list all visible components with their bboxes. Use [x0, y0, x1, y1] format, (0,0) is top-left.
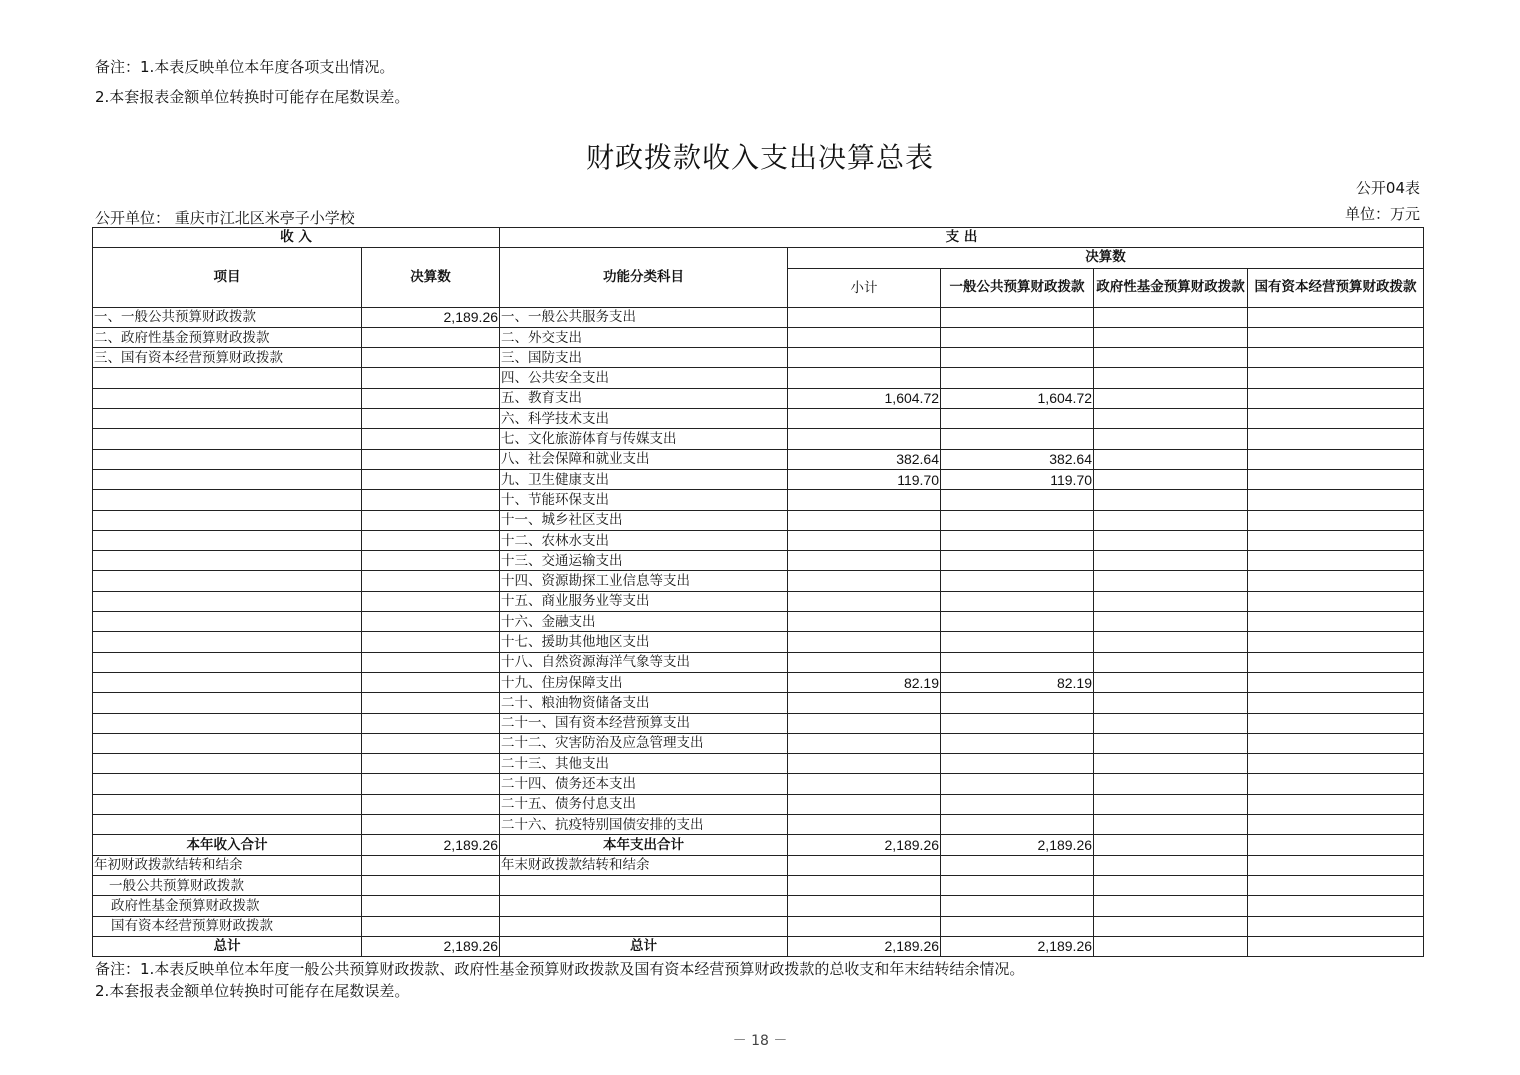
income-amount [362, 348, 500, 368]
balance-row [93, 916, 1424, 936]
expense-item: 十五、商业服务业等支出 [500, 591, 788, 611]
general-budget-amount [941, 652, 1094, 672]
income-item [93, 754, 362, 774]
expense-subtotal [788, 510, 941, 530]
bottom-note-line1: 备注：1.本表反映单位本年度一般公共预算财政拨款、政府性基金预算财政拨款及国有资本经营预算财政拨款的总收支和年末结转结余情况。 [95, 960, 1025, 978]
income-amount [362, 490, 500, 510]
gov-fund-amount [1094, 551, 1248, 571]
general-budget-amount [941, 530, 1094, 550]
income-item [93, 490, 362, 510]
grand-total-row [93, 936, 1424, 956]
table-row [93, 409, 1424, 429]
expense-subtotal [788, 794, 941, 814]
expense-subtotal [788, 571, 941, 591]
gov-fund-amount [1094, 612, 1248, 632]
income-item [93, 449, 362, 469]
table-row [93, 327, 1424, 347]
state-capital-amount [1248, 368, 1424, 388]
expense-item: 十三、交通运输支出 [500, 551, 788, 571]
state-capital-amount [1248, 510, 1424, 530]
gov-fund-amount [1094, 469, 1248, 489]
bottom-note-line2: 2.本套报表金额单位转换时可能存在尾数误差。 [95, 982, 410, 1000]
gov-fund-amount [1094, 733, 1248, 753]
gov-fund-amount [1094, 815, 1248, 835]
gov-fund-amount [1094, 875, 1248, 895]
expense-item: 二、外交支出 [500, 327, 788, 347]
expense-subtotal [788, 307, 941, 327]
expense-item [500, 896, 788, 916]
expense-item: 九、卫生健康支出 [500, 469, 788, 489]
expense-subtotal [788, 490, 941, 510]
table-row [93, 449, 1424, 469]
income-amount [362, 429, 500, 449]
state-capital-amount [1248, 490, 1424, 510]
general-budget-amount [941, 591, 1094, 611]
income-amount [362, 713, 500, 733]
state-capital-amount [1248, 693, 1424, 713]
income-item [93, 510, 362, 530]
state-capital-amount [1248, 307, 1424, 327]
gov-fund-amount [1094, 388, 1248, 408]
income-item: 三、国有资本经营预算财政拨款 [93, 348, 362, 368]
table-row [93, 368, 1424, 388]
income-amount [362, 388, 500, 408]
expense-subtotal: 119.70 [788, 469, 941, 489]
income-amount [362, 794, 500, 814]
table-row [93, 469, 1424, 489]
reporting-unit: 公开单位： 重庆市江北区米亭子小学校 [95, 209, 355, 227]
header-row-2 [93, 248, 1424, 268]
income-amount [362, 896, 500, 916]
gov-fund-amount [1094, 327, 1248, 347]
income-item: 年初财政拨款结转和结余 [93, 855, 362, 875]
income-amount [362, 469, 500, 489]
income-item: 二、政府性基金预算财政拨款 [93, 327, 362, 347]
state-capital-amount [1248, 672, 1424, 692]
table-row [93, 571, 1424, 591]
expense-item: 十一、城乡社区支出 [500, 510, 788, 530]
state-capital-amount [1248, 409, 1424, 429]
gov-fund-amount [1094, 835, 1248, 855]
state-capital-amount [1248, 571, 1424, 591]
income-item [93, 672, 362, 692]
gov-fund-amount [1094, 368, 1248, 388]
expense-item [500, 916, 788, 936]
amount-header: 决算数 [362, 248, 500, 307]
income-item: 一般公共预算财政拨款 [93, 875, 362, 895]
func-class-header: 功能分类科目 [500, 248, 788, 307]
general-budget-amount [941, 774, 1094, 794]
gov-fund-amount [1094, 307, 1248, 327]
income-amount [362, 551, 500, 571]
state-capital-amount [1248, 530, 1424, 550]
general-budget-amount [941, 307, 1094, 327]
gov-fund-amount [1094, 652, 1248, 672]
expense-item: 二十、粮油物资储备支出 [500, 693, 788, 713]
expense-subtotal [788, 368, 941, 388]
gov-fund-amount [1094, 693, 1248, 713]
income-amount [362, 449, 500, 469]
top-note-line2: 2.本套报表金额单位转换时可能存在尾数误差。 [95, 88, 410, 106]
subtotal-header: 小计 [788, 268, 941, 307]
balance-row [93, 855, 1424, 875]
gov-fund-header: 政府性基金预算财政拨款 [1094, 268, 1248, 307]
income-amount: 2,189.26 [362, 307, 500, 327]
table-row [93, 774, 1424, 794]
expense-subtotal [788, 693, 941, 713]
income-amount [362, 774, 500, 794]
balance-row [93, 896, 1424, 916]
expense-item: 二十一、国有资本经营预算支出 [500, 713, 788, 733]
expense-item: 二十三、其他支出 [500, 754, 788, 774]
income-amount [362, 754, 500, 774]
gov-fund-amount [1094, 936, 1248, 956]
general-budget-amount [941, 429, 1094, 449]
expense-subtotal [788, 713, 941, 733]
general-budget-amount [941, 612, 1094, 632]
income-item [93, 409, 362, 429]
state-capital-amount [1248, 469, 1424, 489]
general-budget-amount [941, 754, 1094, 774]
income-item [93, 632, 362, 652]
table-row [93, 672, 1424, 692]
income-amount [362, 632, 500, 652]
general-budget-amount [941, 348, 1094, 368]
general-budget-amount [941, 896, 1094, 916]
state-capital-amount [1248, 733, 1424, 753]
general-budget-amount [941, 409, 1094, 429]
state-capital-amount [1248, 794, 1424, 814]
expense-item: 八、社会保障和就业支出 [500, 449, 788, 469]
general-budget-amount: 382.64 [941, 449, 1094, 469]
income-amount [362, 733, 500, 753]
expense-subtotal [788, 875, 941, 895]
state-capital-amount [1248, 774, 1424, 794]
expense-subtotal: 382.64 [788, 449, 941, 469]
state-capital-amount [1248, 652, 1424, 672]
expense-subtotal [788, 612, 941, 632]
expense-item [500, 875, 788, 895]
income-amount [362, 693, 500, 713]
gov-fund-amount [1094, 348, 1248, 368]
income-item [93, 429, 362, 449]
general-budget-amount [941, 815, 1094, 835]
state-capital-amount [1248, 612, 1424, 632]
gov-fund-amount [1094, 754, 1248, 774]
table-row [93, 388, 1424, 408]
expense-item: 本年支出合计 [500, 835, 788, 855]
expense-item: 十七、援助其他地区支出 [500, 632, 788, 652]
expense-subtotal [788, 733, 941, 753]
state-capital-header: 国有资本经营预算财政拨款 [1248, 268, 1424, 307]
table-row [93, 815, 1424, 835]
income-item [93, 612, 362, 632]
general-budget-amount [941, 693, 1094, 713]
expense-subtotal [788, 348, 941, 368]
table-row [93, 612, 1424, 632]
expense-subtotal [788, 409, 941, 429]
income-item [93, 591, 362, 611]
table-row [93, 632, 1424, 652]
income-item: 政府性基金预算财政拨款 [93, 896, 362, 916]
expense-item: 二十四、债务还本支出 [500, 774, 788, 794]
expense-item: 总计 [500, 936, 788, 956]
expense-item: 二十二、灾害防治及应急管理支出 [500, 733, 788, 753]
income-item [93, 551, 362, 571]
state-capital-amount [1248, 754, 1424, 774]
expense-subtotal [788, 916, 941, 936]
income-item [93, 815, 362, 835]
general-budget-amount: 1,604.72 [941, 388, 1094, 408]
expense-subtotal: 1,604.72 [788, 388, 941, 408]
gov-fund-amount [1094, 916, 1248, 936]
gov-fund-amount [1094, 591, 1248, 611]
expense-item: 年末财政拨款结转和结余 [500, 855, 788, 875]
expense-item: 十二、农林水支出 [500, 530, 788, 550]
general-budget-amount [941, 368, 1094, 388]
gov-fund-amount [1094, 449, 1248, 469]
general-budget-amount [941, 875, 1094, 895]
income-amount [362, 672, 500, 692]
expense-item: 四、公共安全支出 [500, 368, 788, 388]
table-code: 公开04表 [1355, 179, 1420, 197]
expense-subtotal [788, 551, 941, 571]
table-row [93, 551, 1424, 571]
table-row [93, 530, 1424, 550]
income-amount [362, 652, 500, 672]
expense-subtotal [788, 754, 941, 774]
expense-subtotal: 2,189.26 [788, 936, 941, 956]
expense-item: 五、教育支出 [500, 388, 788, 408]
income-item: 总计 [93, 936, 362, 956]
income-item [93, 774, 362, 794]
header-row-1 [93, 228, 1424, 248]
income-amount: 2,189.26 [362, 835, 500, 855]
general-budget-amount: 119.70 [941, 469, 1094, 489]
table-row [93, 693, 1424, 713]
expense-subtotal: 82.19 [788, 672, 941, 692]
table-row [93, 429, 1424, 449]
income-amount [362, 875, 500, 895]
income-item [93, 693, 362, 713]
table-row [93, 652, 1424, 672]
expense-subtotal [788, 429, 941, 449]
general-budget-amount [941, 916, 1094, 936]
state-capital-amount [1248, 449, 1424, 469]
expense-item: 七、文化旅游体育与传媒支出 [500, 429, 788, 449]
income-amount [362, 591, 500, 611]
general-budget-amount [941, 551, 1094, 571]
table-row [93, 348, 1424, 368]
expense-item: 十六、金融支出 [500, 612, 788, 632]
gov-fund-amount [1094, 855, 1248, 875]
state-capital-amount [1248, 835, 1424, 855]
gov-fund-amount [1094, 632, 1248, 652]
budget-summary-table [92, 227, 1424, 957]
income-amount [362, 916, 500, 936]
state-capital-amount [1248, 327, 1424, 347]
income-amount: 2,189.26 [362, 936, 500, 956]
gov-fund-amount [1094, 490, 1248, 510]
general-budget-amount [941, 794, 1094, 814]
table-row [93, 307, 1424, 327]
general-budget-amount [941, 855, 1094, 875]
gov-fund-amount [1094, 571, 1248, 591]
state-capital-amount [1248, 591, 1424, 611]
table-row [93, 490, 1424, 510]
general-budget-amount: 2,189.26 [941, 936, 1094, 956]
general-budget-amount [941, 327, 1094, 347]
income-item: 国有资本经营预算财政拨款 [93, 916, 362, 936]
gov-fund-amount [1094, 672, 1248, 692]
state-capital-amount [1248, 388, 1424, 408]
income-item [93, 794, 362, 814]
expense-subtotal [788, 652, 941, 672]
table-row [93, 510, 1424, 530]
state-capital-amount [1248, 916, 1424, 936]
table-row [93, 794, 1424, 814]
income-amount [362, 510, 500, 530]
income-amount [362, 855, 500, 875]
state-capital-amount [1248, 632, 1424, 652]
gov-fund-amount [1094, 713, 1248, 733]
general-budget-amount [941, 713, 1094, 733]
balance-row [93, 875, 1424, 895]
state-capital-amount [1248, 713, 1424, 733]
state-capital-amount [1248, 855, 1424, 875]
income-item [93, 713, 362, 733]
expense-subtotal [788, 591, 941, 611]
general-budget-amount [941, 733, 1094, 753]
expense-item: 十、节能环保支出 [500, 490, 788, 510]
income-item [93, 368, 362, 388]
income-amount [362, 571, 500, 591]
page-title: 财政拨款收入支出决算总表 [585, 141, 934, 174]
income-amount [362, 815, 500, 835]
income-item: 本年收入合计 [93, 835, 362, 855]
income-item [93, 652, 362, 672]
general-budget-amount [941, 571, 1094, 591]
expense-item: 三、国防支出 [500, 348, 788, 368]
expense-item: 一、一般公共服务支出 [500, 307, 788, 327]
table-row [93, 591, 1424, 611]
gov-fund-amount [1094, 429, 1248, 449]
income-item [93, 530, 362, 550]
item-header: 项目 [93, 248, 362, 307]
expense-item: 二十六、抗疫特别国债安排的支出 [500, 815, 788, 835]
state-capital-amount [1248, 815, 1424, 835]
table-row [93, 754, 1424, 774]
gov-fund-amount [1094, 794, 1248, 814]
expense-subtotal [788, 530, 941, 550]
expense-item: 十四、资源勘探工业信息等支出 [500, 571, 788, 591]
gov-fund-amount [1094, 409, 1248, 429]
income-amount [362, 409, 500, 429]
expense-subtotal [788, 774, 941, 794]
income-amount [362, 327, 500, 347]
top-note-line1: 备注：1.本表反映单位本年度各项支出情况。 [95, 58, 395, 76]
year-total-row [93, 835, 1424, 855]
state-capital-amount [1248, 875, 1424, 895]
expense-header: 支 出 [500, 228, 1424, 248]
gov-fund-amount [1094, 510, 1248, 530]
general-budget-amount: 2,189.26 [941, 835, 1094, 855]
general-budget-amount [941, 632, 1094, 652]
expense-subtotal [788, 327, 941, 347]
expense-subtotal: 2,189.26 [788, 835, 941, 855]
gov-fund-amount [1094, 774, 1248, 794]
state-capital-amount [1248, 936, 1424, 956]
income-amount [362, 612, 500, 632]
state-capital-amount [1248, 348, 1424, 368]
expense-item: 十九、住房保障支出 [500, 672, 788, 692]
expense-item: 十八、自然资源海洋气象等支出 [500, 652, 788, 672]
general-budget-amount: 82.19 [941, 672, 1094, 692]
general-budget-amount [941, 490, 1094, 510]
general-budget-amount [941, 510, 1094, 530]
expense-subtotal [788, 632, 941, 652]
final-amount-header: 决算数 [788, 248, 1424, 268]
expense-subtotal [788, 896, 941, 916]
state-capital-amount [1248, 429, 1424, 449]
income-item [93, 469, 362, 489]
table-row [93, 733, 1424, 753]
page-number: － 18 － [732, 1033, 788, 1049]
table-row [93, 713, 1424, 733]
expense-item: 六、科学技术支出 [500, 409, 788, 429]
gov-fund-amount [1094, 896, 1248, 916]
income-header: 收 入 [93, 228, 500, 248]
expense-subtotal [788, 815, 941, 835]
expense-item: 二十五、债务付息支出 [500, 794, 788, 814]
general-budget-header: 一般公共预算财政拨款 [941, 268, 1094, 307]
currency-unit: 单位：万元 [1344, 205, 1420, 223]
income-amount [362, 368, 500, 388]
gov-fund-amount [1094, 530, 1248, 550]
income-item [93, 733, 362, 753]
income-item [93, 388, 362, 408]
income-item: 一、一般公共预算财政拨款 [93, 307, 362, 327]
state-capital-amount [1248, 896, 1424, 916]
state-capital-amount [1248, 551, 1424, 571]
income-amount [362, 530, 500, 550]
expense-subtotal [788, 855, 941, 875]
income-item [93, 571, 362, 591]
